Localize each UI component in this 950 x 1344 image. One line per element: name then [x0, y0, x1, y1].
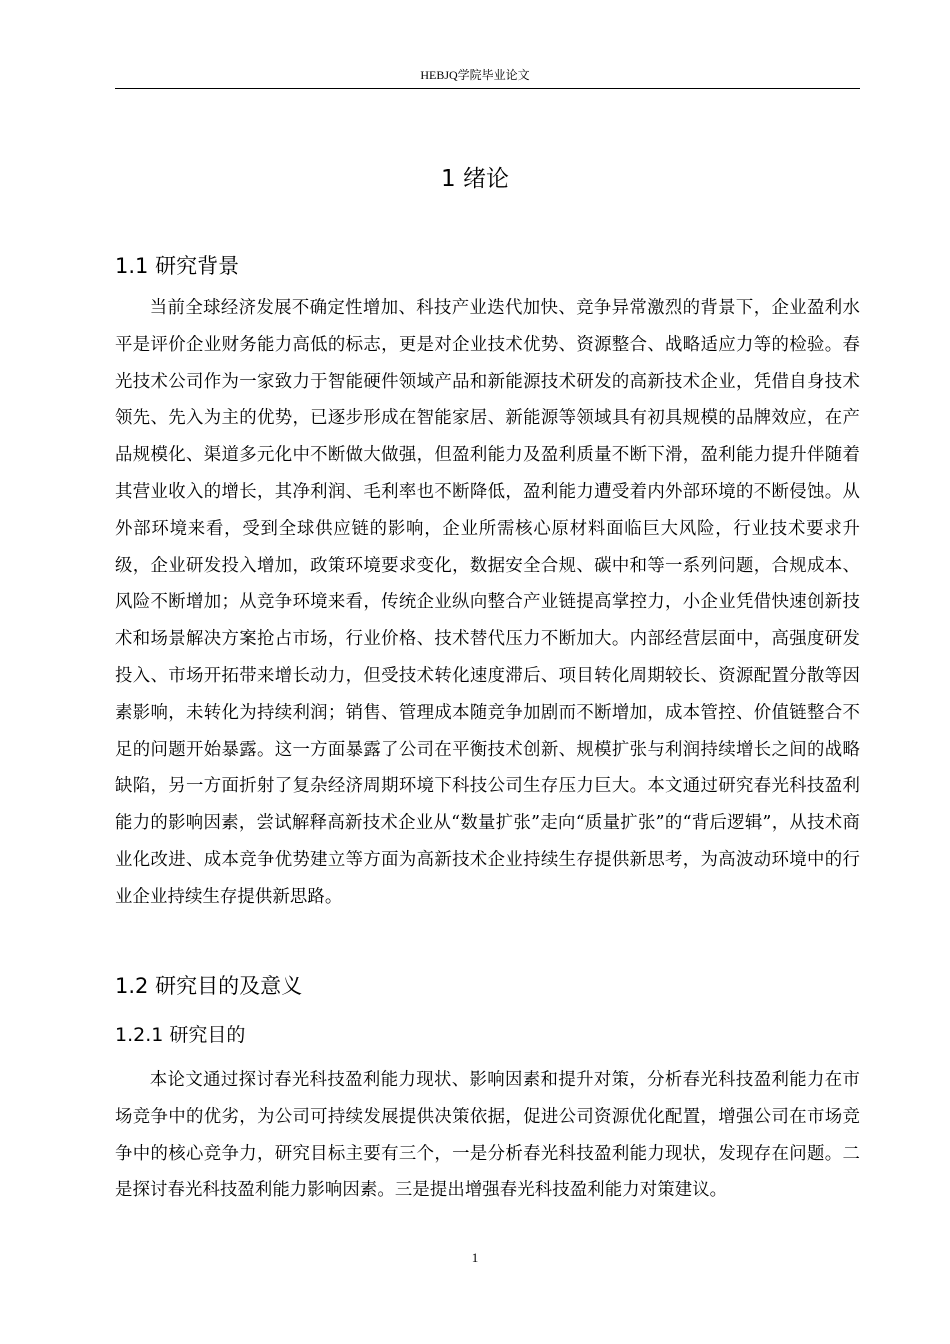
chapter-title: 1 绪论 — [441, 166, 509, 192]
header-divider — [115, 88, 860, 89]
running-header: HEBJQ学院毕业论文 — [420, 68, 530, 82]
section-heading-1-1: 1.1 研究背景 — [115, 254, 240, 278]
section-1-2-1-paragraph: 本论文通过探讨春光科技盈利能力现状、影响因素和提升对策，分析春光科技盈利能力在市场竞争中的优劣，为公司可持续发展提供决策依据，促进公司资源优化配置，增强公司在市场竞争中的核心竞争力，研究目标主要有三个，一是分析春光科技盈利能力现状，发现存在问题。二是探讨春光科技盈利能力影响因素。三是提出增强春光科技盈利能力对策建议。 — [115, 1070, 860, 1201]
section-heading-1-2: 1.2 研究目的及意义 — [115, 974, 303, 998]
section-heading-1-2-1: 1.2.1 研究目的 — [115, 1024, 246, 1046]
page-number: 1 — [471, 1250, 479, 1265]
section-1-1-paragraph: 当前全球经济发展不确定性增加、科技产业迭代加快、竞争异常激烈的背景下，企业盈利水平是评价企业财务能力高低的标志，更是对企业技术优势、资源整合、战略适应力等的检验。春光技术公司作为一家致力于智能硬件领域产品和新能源技术研发的高新技术企业，凭借自身技术领先、先入为主的优势，已逐步形成在智能家居、新能源等领域具有初具规模的品牌效应，在产品规模化、渠道多元化中不断做大做强，但盈利能力及盈利质量不断下滑，盈利能力提升伴随着其营业收入的增长，其净利润、毛利率也不断降低，盈利能力遭受着内外部环境的不断侵蚀。从外部环境来看，受到全球供应链的影响，企业所需核心原材料面临巨大风险，行业技术要求升级，企业研发投入增加，政策环境要求变化，数据安全合规、碳中和等一系列问题，合规成本、风险不断增加；从竞争环境来看，传统企业纵向整合产业链提高掌控力，小企业凭借快速创新技术和场景解决方案抢占市场，行业价格、技术替代压力不断加大。内部经营层面中，高强度研发投入、市场开拓带来增长动力，但受技术转化速度滞后、项目转化周期较长、资源配置分散等因素影响，未转化为持续利润；销售、管理成本随竞争加剧而不断增加，成本管控、价值链整合不足的问题开始暴露。这一方面暴露了公司在平衡技术创新、规模扩张与利润持续增长之间的战略缺陷，另一方面折射了复杂经济周期环境下科技公司生存压力巨大。本文通过研究春光科技盈利能力的影响因素，尝试解释高新技术企业从“数量扩张”走向“质量扩张”的“背后逻辑”，从技术商业化改进、成本竞争优势建立等方面为高新技术企业持续生存提供新思考，为高波动环境中的行业企业持续生存提供新思路。 — [115, 298, 860, 907]
